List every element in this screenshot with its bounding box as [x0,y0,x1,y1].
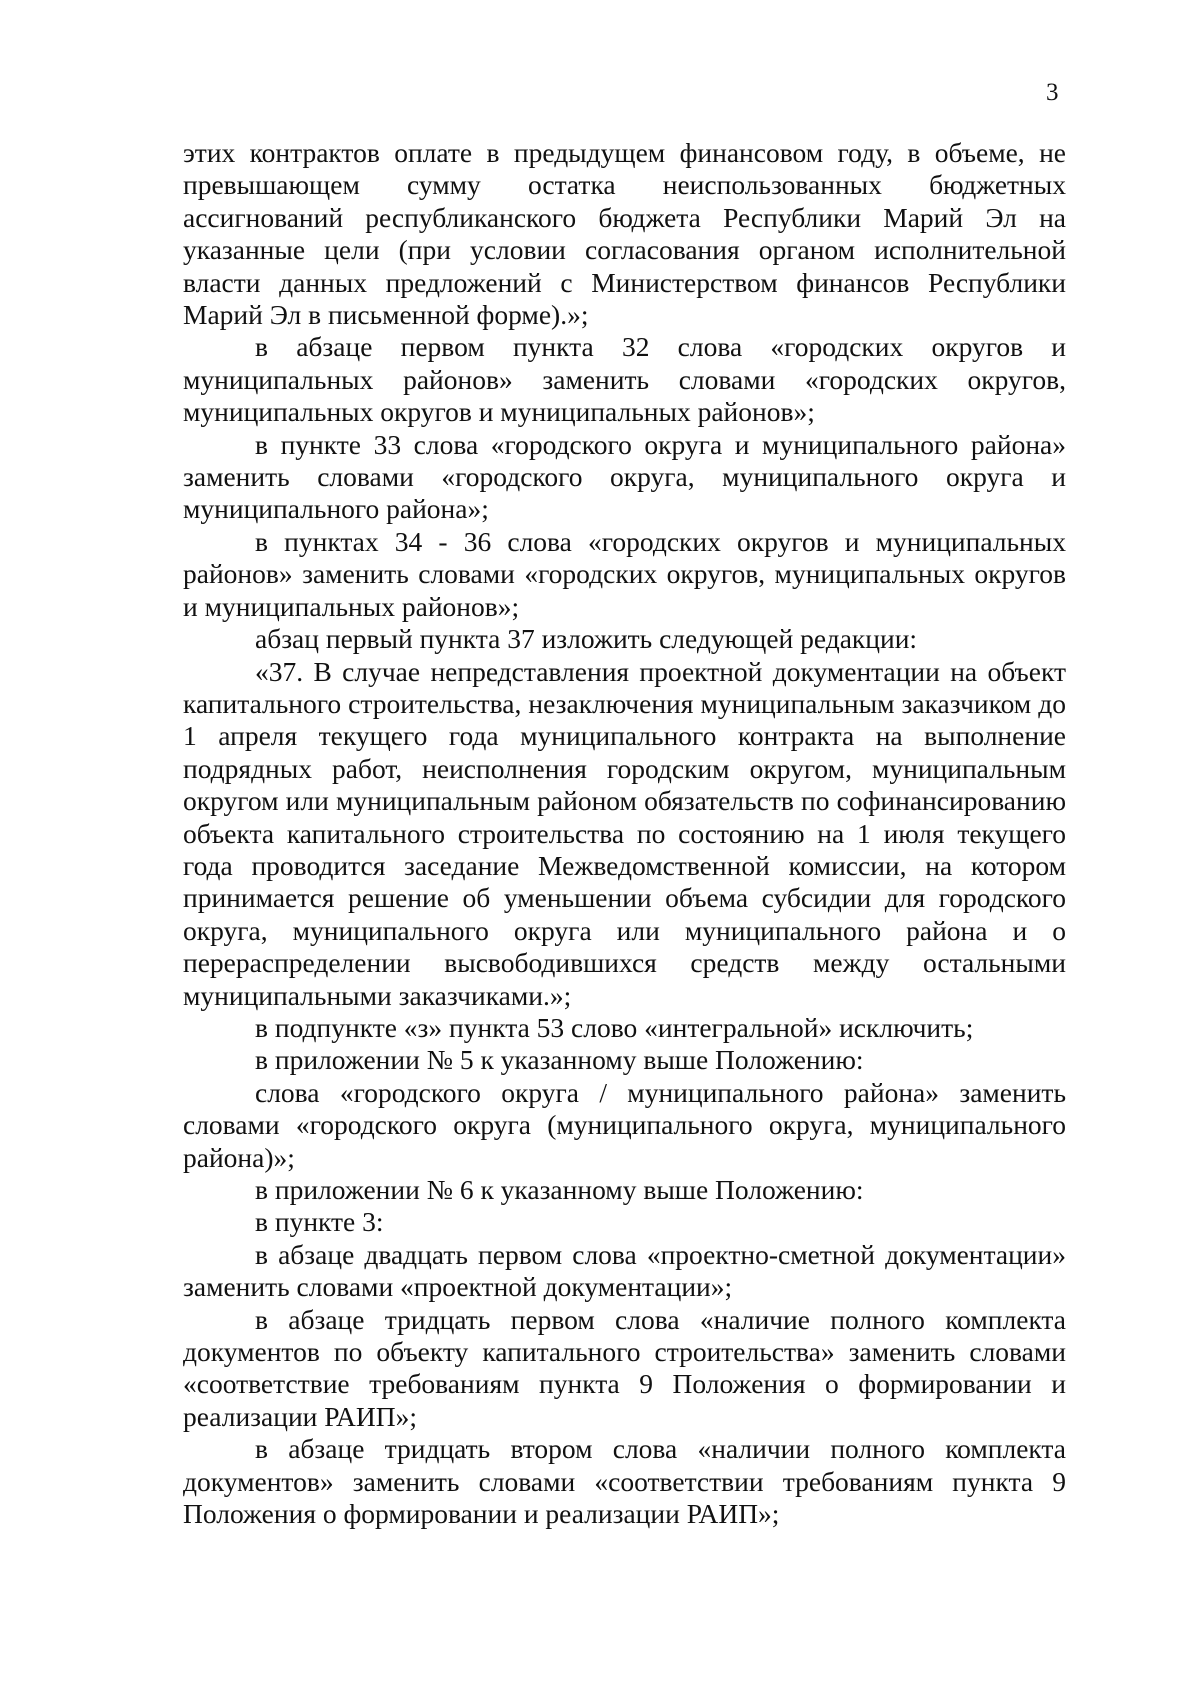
paragraph-appendix-6-intro: в приложении № 6 к указанному выше Положению: [255,1174,864,1205]
paragraph-item-37-intro: абзац первый пункта 37 изложить следующей редакции: [255,623,918,655]
page-number: 3 [1046,79,1059,106]
paragraph-item-32: в абзаце первом пункта 32 слова «городских округов и муниципальных районов» заменить словами «городских округов, муниципальных округов и муниципальных районов»; [183,331,1066,428]
paragraph-continuation: этих контрактов оплате в предыдущем финансовом году, в объеме, не превышающем сумму остатка неиспользованных бюджетных ассигнований республиканского бюджета Республики Марий Эл на указанные цели (при условии согласования органом исполнительной власти данных предложений с Министерством финансов Республики Марий Эл в письменной форме).»; [183,137,1066,331]
paragraph-point-3: в пункте 3: [255,1206,384,1238]
paragraph-item-37-text: «37. В случае непредставления проектной документации на объект капитального строительства, незаключения муниципальным заказчиком до 1 апреля текущего года муниципального контракта на выполнение подрядных работ, неисполнения городским округом, муниципальным округом или муниципальным районом обязательств по софинансированию объекта капитального строительства по состоянию на 1 июля текущего года проводится заседание Межведомственной комиссии, на котором принимается решение об уменьшении объема субсидии для городского округа, муниципального округа или муниципального района и о перераспределении высвободившихся средств между остальными муниципальными заказчиками.»; [183,655,1066,1011]
paragraph-appendix-5-intro: в приложении № 5 к указанному выше Положению: [255,1044,864,1076]
paragraph-abzac-32: в абзаце тридцать втором слова «наличии полного комплекта документов» заменить словами «соответствии требованиям пункта 9 Положения о формировании и реализации РАИП»; [183,1433,1066,1530]
paragraph-items-34-36: в пунктах 34 - 36 слова «городских округов и муниципальных районов» заменить словами «городских округов, муниципальных округов и муниципальных районов»; [183,525,1066,622]
document-body [183,137,1066,1530]
paragraph-abzac-21: в абзаце двадцать первом слова «проектно-сметной документации» заменить словами «проектной документации»; [183,1238,1066,1303]
paragraph-appendix-5-change: слова «городского округа / муниципального района» заменить словами «городского округа (муниципального округа, муниципального района)»; [183,1076,1066,1173]
paragraph-item-33: в пункте 33 слова «городского округа и муниципального района» заменить словами «городского округа, муниципального округа и муниципального района»; [183,428,1066,525]
paragraph-item-53: в подпункте «з» пункта 53 слово «интегральной» исключить; [255,1011,974,1043]
paragraph-abzac-31: в абзаце тридцать первом слова «наличие полного комплекта документов по объекту капитального строительства» заменить словами «соответствие требованиям пункта 9 Положения о формировании и реализации РАИП»; [183,1303,1066,1432]
